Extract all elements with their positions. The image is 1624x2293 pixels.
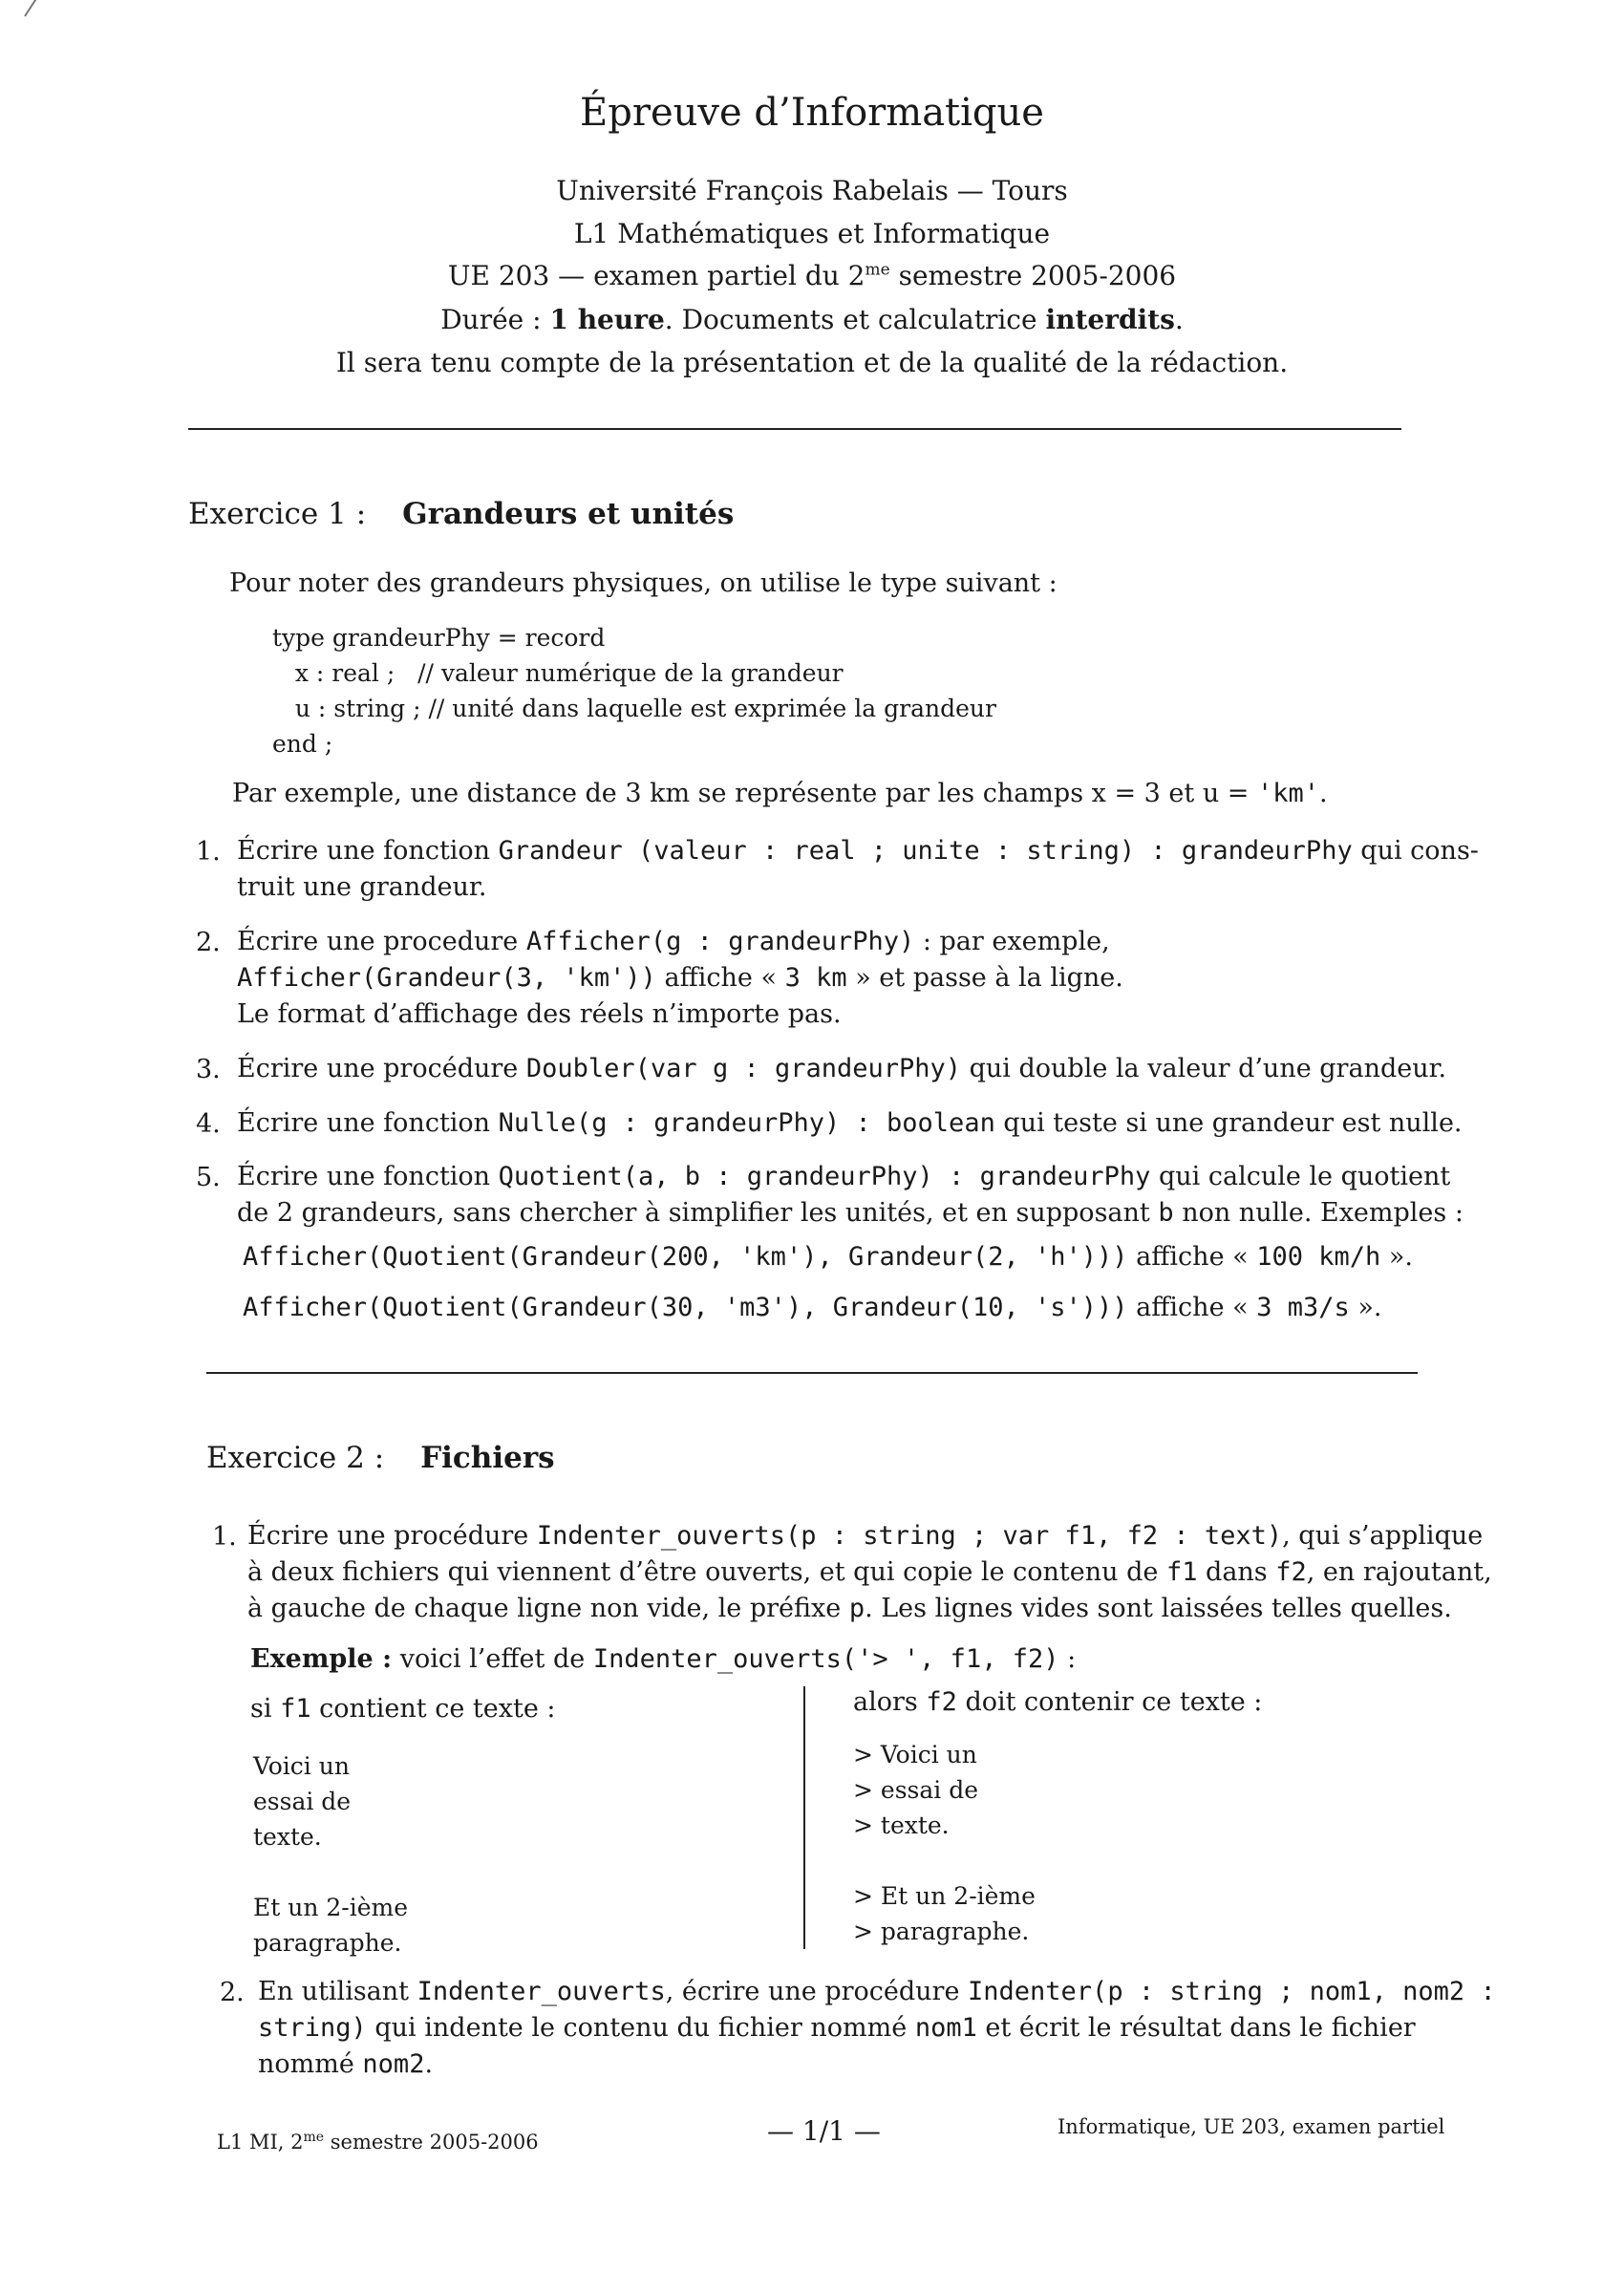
text: qui calcule le quotient bbox=[1150, 1162, 1451, 1191]
ex1-q5-line1 bbox=[237, 1159, 1464, 1195]
code: f2 bbox=[926, 1687, 957, 1717]
ex2-right-caption bbox=[853, 1684, 1262, 1721]
text: Écrire une procédure bbox=[247, 1521, 537, 1551]
code-line: u : string ; // unité dans laquelle est exprimée la grandeur bbox=[272, 695, 996, 722]
text: : bbox=[1058, 1644, 1077, 1674]
docs-end: . bbox=[1174, 304, 1184, 335]
text: semestre 2005-2006 bbox=[324, 2131, 539, 2154]
ex1-q1 bbox=[237, 833, 1479, 906]
ex1-q2 bbox=[237, 924, 1123, 1033]
footer-left bbox=[217, 2131, 539, 2154]
code: Afficher(Grandeur(3, 'km')) bbox=[237, 963, 656, 993]
scan-mark bbox=[24, 0, 62, 17]
text: ». bbox=[1349, 1293, 1382, 1322]
text: nommé bbox=[258, 2049, 363, 2079]
text: , qui s’applique bbox=[1282, 1521, 1484, 1551]
ex2-q1-num: 1. bbox=[212, 1522, 237, 1552]
f1-line: Et un 2-ième bbox=[253, 1894, 409, 1921]
ex2-q1-line2 bbox=[247, 1554, 1492, 1591]
code: f1 bbox=[1165, 1557, 1198, 1587]
code-line: type grandeurPhy = record bbox=[272, 624, 606, 652]
university-line: Université François Rabelais — Tours bbox=[556, 175, 1068, 206]
code: b bbox=[1158, 1198, 1174, 1228]
text: si bbox=[250, 1694, 281, 1724]
f2-line: > Voici un bbox=[853, 1741, 977, 1768]
f2-line bbox=[853, 1843, 1036, 1878]
text: et écrit le résultat dans le fichier bbox=[976, 2013, 1416, 2043]
ex1-q2-num: 2. bbox=[196, 928, 221, 957]
f2-line: > essai de bbox=[853, 1776, 978, 1804]
text: affiche « bbox=[655, 963, 785, 993]
code: Nulle(g : grandeurPhy) : boolean bbox=[498, 1108, 995, 1138]
ex1-q3 bbox=[237, 1051, 1446, 1087]
ex1-q5-example1 bbox=[243, 1239, 1413, 1275]
f1-line bbox=[253, 1854, 408, 1890]
text: , écrire une procédure bbox=[665, 1977, 969, 2006]
code: f2 bbox=[1275, 1557, 1307, 1587]
code: 3 m3/s bbox=[1256, 1293, 1350, 1322]
sup: me bbox=[303, 2130, 325, 2145]
ex2-q2-line1 bbox=[258, 1974, 1496, 2010]
code: Indenter_ouverts('> ', f1, f2) bbox=[592, 1644, 1059, 1674]
docs-text: . Documents et calculatrice bbox=[664, 304, 1046, 335]
ex1-heading bbox=[188, 497, 734, 531]
text: En utilisant bbox=[258, 1977, 417, 2006]
ex2-q2-num: 2. bbox=[220, 1978, 245, 2007]
ex1-q2-line2 bbox=[237, 960, 1123, 996]
text: qui indente le contenu du fichier nommé bbox=[366, 2013, 915, 2043]
ex2-q2 bbox=[258, 1974, 1496, 2083]
f1-line: texte. bbox=[253, 1823, 322, 1851]
ex2-q1-example-intro bbox=[250, 1641, 1076, 1678]
code: Indenter_ouverts(p : string ; var f1, f2 : text) bbox=[536, 1521, 1283, 1551]
ex1-q3-num: 3. bbox=[196, 1055, 221, 1084]
ex1-example bbox=[232, 776, 1328, 812]
text: de 2 grandeurs, sans chercher à simplifier les unités, et en supposant bbox=[237, 1198, 1159, 1228]
ex2-heading bbox=[206, 1441, 555, 1475]
program-line: L1 Mathématiques et Informatique bbox=[573, 218, 1051, 249]
code: p bbox=[848, 1594, 865, 1623]
text: . Les lignes vides sont laissées telles quelles. bbox=[865, 1594, 1452, 1623]
code-line: end ; bbox=[272, 730, 333, 758]
text: à gauche de chaque ligne non vide, le préfixe bbox=[247, 1594, 849, 1623]
duration-label: Durée : bbox=[440, 304, 550, 335]
text: Écrire une fonction bbox=[237, 1108, 499, 1138]
ex2-q1-line1 bbox=[247, 1518, 1492, 1554]
code: Indenter_ouverts bbox=[417, 1977, 666, 2006]
presentation-line: Il sera tenu compte de la présentation et de la qualité de la rédaction. bbox=[335, 347, 1289, 378]
ex1-q4-num: 4. bbox=[196, 1109, 221, 1139]
code: Grandeur (valeur : real ; unite : string) : grandeurPhy bbox=[498, 836, 1353, 866]
ex2-left-caption bbox=[250, 1691, 555, 1727]
text: doit contenir ce texte : bbox=[956, 1687, 1263, 1717]
duration-value: 1 heure bbox=[549, 304, 665, 335]
code: nom1 bbox=[914, 2013, 977, 2043]
text: qui teste si une grandeur est nulle. bbox=[994, 1108, 1463, 1138]
ex1-q1-num: 1. bbox=[196, 837, 221, 867]
f1-line: Voici un bbox=[253, 1752, 350, 1780]
code: string) bbox=[258, 2013, 367, 2043]
divider bbox=[206, 1372, 1418, 1374]
ex1-title: Grandeurs et unités bbox=[402, 497, 735, 531]
text: : par exemple, bbox=[914, 927, 1110, 956]
exam-line bbox=[0, 260, 1624, 291]
text: » et passe à la ligne. bbox=[846, 963, 1123, 993]
ex1-q5 bbox=[237, 1159, 1464, 1232]
text: , en rajoutant, bbox=[1306, 1557, 1492, 1587]
text: à deux fichiers qui viennent d’être ouverts, et qui copie le contenu de bbox=[247, 1557, 1166, 1587]
ex1-q1-line1 bbox=[237, 833, 1479, 869]
f2-line: > paragraphe. bbox=[853, 1918, 1030, 1945]
exam-prefix: UE 203 — examen partiel du 2 bbox=[447, 260, 865, 291]
f2-content bbox=[853, 1737, 1036, 1949]
example-text: Par exemple, une distance de 3 km se représente par les champs x = 3 et u = bbox=[232, 779, 1257, 808]
code: Indenter(p : string ; nom1, nom2 : bbox=[968, 1977, 1496, 2006]
docs-forbidden: interdits bbox=[1045, 304, 1175, 335]
ex1-q5-example2 bbox=[243, 1290, 1381, 1326]
page-number: — 1/1 — bbox=[767, 2115, 881, 2147]
example-end: . bbox=[1319, 779, 1328, 808]
f1-content bbox=[253, 1748, 408, 1961]
example-label: Exemple : bbox=[250, 1644, 393, 1674]
ex2-q1 bbox=[247, 1518, 1492, 1627]
text: Écrire une fonction bbox=[237, 1162, 499, 1191]
text: ». bbox=[1380, 1242, 1413, 1272]
code: Doubler(var g : grandeurPhy) bbox=[525, 1054, 962, 1083]
text: Écrire une procedure bbox=[237, 927, 526, 956]
text: qui double la valeur d’une grandeur. bbox=[961, 1054, 1447, 1083]
ex1-code-block bbox=[272, 620, 996, 761]
code: f1 bbox=[280, 1694, 311, 1724]
ex1-q4 bbox=[237, 1105, 1463, 1142]
duration-line bbox=[0, 304, 1624, 335]
footer-right: Informatique, UE 203, examen partiel bbox=[1058, 2115, 1445, 2138]
text: L1 MI, 2 bbox=[217, 2131, 304, 2154]
text: dans bbox=[1197, 1557, 1276, 1587]
ex1-q5-num: 5. bbox=[196, 1163, 221, 1192]
f2-line: > Et un 2-ième bbox=[853, 1882, 1036, 1910]
text: affiche « bbox=[1127, 1293, 1257, 1322]
ex1-label: Exercice 1 : bbox=[188, 497, 367, 531]
code: nom2 bbox=[362, 2049, 425, 2079]
text: voici l’effet de bbox=[392, 1644, 593, 1674]
f2-line: > texte. bbox=[853, 1811, 950, 1839]
text: non nulle. Exemples : bbox=[1173, 1198, 1464, 1228]
text: qui cons- bbox=[1352, 836, 1479, 866]
ex2-title: Fichiers bbox=[420, 1441, 555, 1475]
text: alors bbox=[853, 1687, 927, 1717]
f1-line: essai de bbox=[253, 1788, 352, 1815]
exam-suffix: semestre 2005-2006 bbox=[889, 260, 1177, 291]
code: 3 km bbox=[784, 963, 847, 993]
text: Écrire une fonction bbox=[237, 836, 499, 866]
ex2-label: Exercice 2 : bbox=[206, 1441, 385, 1475]
ex1-intro: Pour noter des grandeurs physiques, on utilise le type suivant : bbox=[229, 568, 1058, 598]
code-line: x : real ; // valeur numérique de la grandeur bbox=[272, 659, 844, 687]
code: Afficher(Quotient(Grandeur(200, 'km'), Grandeur(2, 'h'))) bbox=[243, 1242, 1128, 1272]
code: Afficher(Quotient(Grandeur(30, 'm3'), Grandeur(10, 's'))) bbox=[243, 1293, 1128, 1322]
column-separator bbox=[803, 1686, 805, 1949]
ex1-q2-line3: Le format d’affichage des réels n’importe pas. bbox=[237, 999, 842, 1029]
page-title: Épreuve d’Informatique bbox=[580, 91, 1044, 135]
text: contient ce texte : bbox=[310, 1694, 556, 1724]
exam-sup: me bbox=[865, 260, 890, 280]
text: Écrire une procédure bbox=[237, 1054, 526, 1083]
ex1-q1-line2: truit une grandeur. bbox=[237, 872, 487, 902]
text: affiche « bbox=[1127, 1242, 1257, 1272]
ex2-q1-line3 bbox=[247, 1591, 1492, 1627]
ex2-q2-line2 bbox=[258, 2010, 1496, 2047]
ex2-q2-line3 bbox=[258, 2047, 1496, 2083]
example-code: 'km' bbox=[1257, 779, 1320, 808]
ex1-q2-line1 bbox=[237, 924, 1123, 960]
code: Quotient(a, b : grandeurPhy) : grandeurPhy bbox=[498, 1162, 1151, 1191]
code: 100 km/h bbox=[1256, 1242, 1381, 1272]
text: . bbox=[424, 2049, 434, 2079]
divider bbox=[188, 428, 1401, 430]
f1-line: paragraphe. bbox=[253, 1929, 402, 1957]
ex1-q5-line2 bbox=[237, 1195, 1464, 1232]
code: Afficher(g : grandeurPhy) bbox=[525, 927, 915, 956]
